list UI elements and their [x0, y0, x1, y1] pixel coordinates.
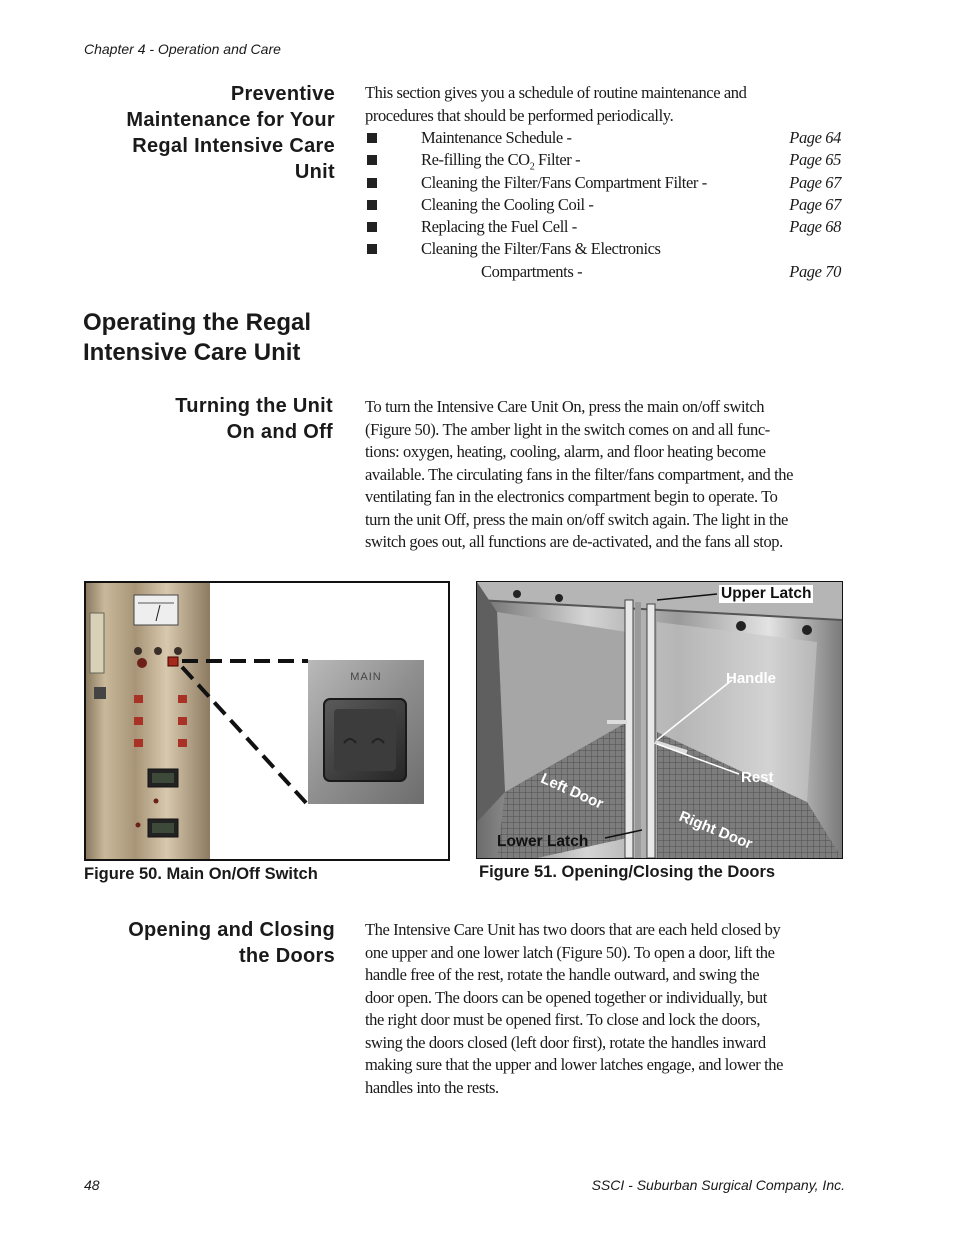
schedule-item [365, 149, 843, 171]
square-bullet-icon [367, 155, 377, 165]
knob-icon [154, 647, 162, 655]
control-panel-photo [86, 583, 448, 859]
label-upper-latch: Upper Latch [721, 585, 812, 602]
preventive-maintenance-heading [75, 81, 335, 185]
knob-icon [174, 647, 182, 655]
text-line: The Intensive Care Unit has two doors that are each held closed by [365, 920, 781, 939]
doors-photo [477, 582, 842, 858]
schedule-item-label: Cleaning the Filter/Fans Compartment Filter - [421, 172, 707, 192]
schedule-item-label-text: Filter - [534, 150, 581, 170]
turning-body [365, 396, 843, 554]
heading-line: Turning the Unit [175, 395, 333, 417]
label-left-door: Left Door [538, 770, 606, 813]
heading-line: the Doors [238, 945, 335, 967]
page-number: 48 [84, 1177, 100, 1193]
flowmeter [90, 613, 104, 673]
maintenance-schedule-list [365, 127, 843, 283]
schedule-item-page: Page 64 [789, 128, 841, 147]
button-icon [94, 687, 106, 699]
subscript: 2 [529, 161, 535, 173]
text-line: turn the unit Off, press the main on/off switch again. The light in the [365, 509, 788, 529]
text-line: handles into the rests. [365, 1077, 499, 1097]
knob-icon [134, 647, 142, 655]
title-line: Intensive Care Unit [83, 339, 301, 366]
text-line: (Figure 50). The amber light in the switch comes on and all func- [365, 419, 770, 439]
schedule-item-page: Page 67 [789, 172, 841, 192]
square-bullet-icon [367, 200, 377, 210]
text-line: To turn the Intensive Care Unit On, press the main on/off switch [365, 397, 765, 416]
square-bullet-icon [367, 178, 377, 188]
schedule-item-label: Cleaning the Cooling Coil - [421, 194, 594, 214]
schedule-item-label: Cleaning the Filter/Fans & Electronics [421, 239, 661, 259]
figure-50-caption: Figure 50. Main On/Off Switch [84, 865, 318, 883]
text-line: ventilating fan in the electronics compartment begin to operate. To [365, 487, 778, 506]
schedule-item-label-text: Re-filling the CO [421, 150, 530, 170]
heading-line: Preventive [230, 83, 335, 105]
square-bullet-icon [367, 222, 377, 232]
schedule-item-page: Page 65 [789, 150, 841, 170]
label-handle: Handle [726, 670, 777, 687]
schedule-item [365, 127, 843, 149]
opening-doors-heading [75, 917, 335, 969]
main-switch-small [168, 657, 178, 666]
text-line: the right door must be opened first. To close and lock the doors, [365, 1010, 761, 1029]
schedule-item [365, 238, 843, 260]
figure-50-main-switch [84, 581, 450, 861]
label-lower-latch: Lower Latch [497, 833, 589, 850]
text-line: swing the doors closed (left door first), rotate the handles inward [365, 1032, 766, 1052]
schedule-item [365, 194, 843, 216]
text-line: tions: oxygen, heating, cooling, alarm, and floor heating become [365, 442, 766, 461]
figure-51-doors [476, 581, 843, 859]
text-line: available. The circulating fans in the filter/fans compartment, and the [365, 464, 794, 484]
heading-line: Unit [294, 161, 335, 183]
operating-section-title [83, 308, 311, 368]
schedule-item-page: Page 67 [789, 194, 841, 214]
square-bullet-icon [367, 133, 377, 143]
text-line: handle free of the rest, rotate the handle outward, and swing the [365, 965, 760, 984]
heading-line: Opening and Closing [128, 919, 335, 941]
schedule-item-page: Page 70 [789, 261, 841, 281]
chapter-header: Chapter 4 - Operation and Care [84, 41, 281, 57]
label-right-door: Right Door [676, 808, 755, 853]
preventive-intro: This section gives you a schedule of routine maintenance and procedures that should be performed periodically. [365, 83, 747, 125]
schedule-item-continuation [365, 261, 843, 283]
square-bullet-icon [367, 244, 377, 254]
label-rest: Rest [741, 769, 774, 786]
schedule-item-label: Compartments - [481, 261, 583, 281]
schedule-item [365, 172, 843, 194]
turning-unit-heading [73, 393, 333, 445]
text-line: making sure that the upper and lower latches engage, and lower the [365, 1055, 784, 1074]
heading-line: On and Off [226, 421, 333, 443]
schedule-item-page: Page 68 [789, 217, 841, 237]
text-line: switch goes out, all functions are de-activated, and the fans all stop. [365, 532, 783, 551]
title-line: Operating the Regal [83, 309, 312, 336]
text-line: door open. The doors can be opened together or individually, but [365, 987, 767, 1007]
heading-line: Maintenance for Your [126, 109, 335, 131]
indicator-icon [137, 658, 147, 668]
switch-label-main: MAIN [350, 671, 382, 683]
footer-company: SSCI - Suburban Surgical Company, Inc. [591, 1177, 845, 1193]
schedule-item-label: Replacing the Fuel Cell - [421, 217, 577, 237]
doors-body [365, 919, 843, 1099]
heading-line: Regal Intensive Care [132, 135, 335, 157]
text-line: one upper and one lower latch (Figure 50). To open a door, lift the [365, 942, 775, 962]
preventive-body [365, 82, 843, 283]
schedule-item-label: Maintenance Schedule - [421, 128, 572, 147]
schedule-item [365, 216, 843, 238]
figure-51-caption: Figure 51. Opening/Closing the Doors [479, 863, 776, 881]
